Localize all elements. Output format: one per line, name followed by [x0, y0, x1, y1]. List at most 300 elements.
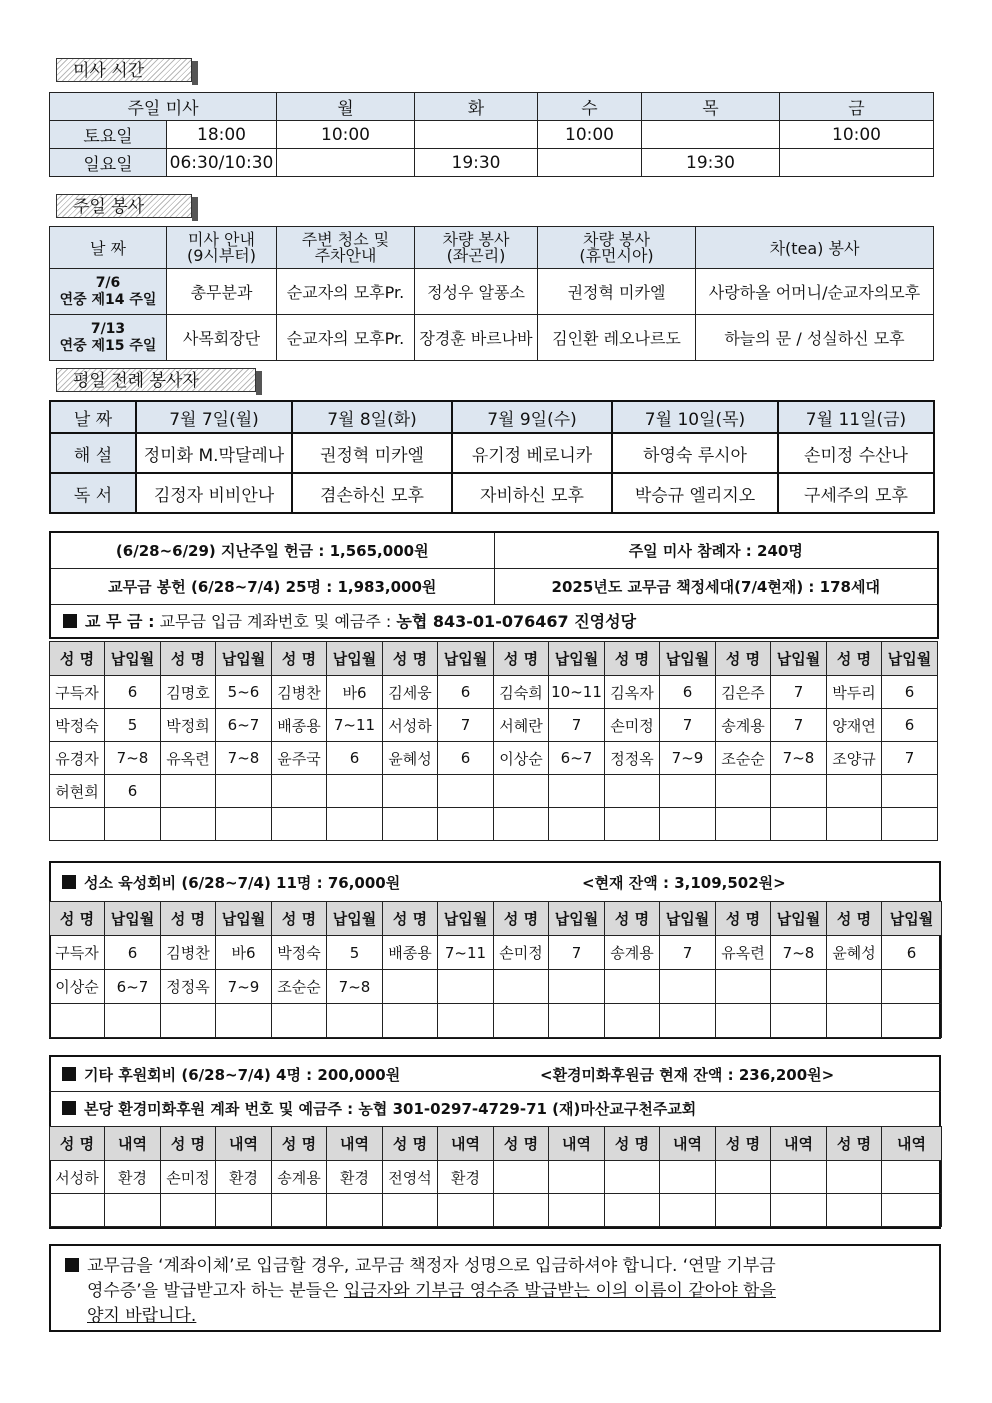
member-name: [827, 808, 882, 841]
youth-fund-title-row: [62, 872, 400, 893]
member-value: [771, 1004, 827, 1038]
header-value: 내역: [438, 1127, 494, 1161]
service-header-car2: 차량 봉사 (휴먼시아): [538, 227, 696, 269]
member-value: 7~11: [327, 709, 383, 742]
service-week: 연중 제14 주일: [59, 291, 157, 308]
member-name: [161, 775, 216, 808]
member-value: 환경: [216, 1161, 272, 1194]
weekday-cell: 겸손하신 모후: [292, 473, 452, 513]
header-name: 성 명: [272, 1127, 327, 1161]
header-value: 납입월: [216, 902, 272, 936]
member-value: [216, 1194, 272, 1227]
member-name: [827, 1194, 882, 1227]
account-label: 교 무 금 :: [85, 612, 155, 632]
table-row: [50, 676, 938, 709]
member-value: 바6: [216, 936, 272, 970]
mass-section-tag: [56, 58, 192, 82]
member-name: [494, 1004, 549, 1038]
mass-cell: 10:00: [780, 121, 934, 149]
service-header-date: 날 짜: [50, 227, 167, 269]
header-name: 성 명: [827, 902, 882, 936]
households-count: 2025년도 교무금 책정세대(7/4현재) : 178세대: [494, 568, 938, 604]
member-value: [549, 1004, 605, 1038]
mass-cell: 19:30: [415, 149, 538, 177]
member-value: [549, 775, 605, 808]
weekday-header: 7월 7일(월): [136, 401, 292, 433]
header-value: 내역: [105, 1127, 161, 1161]
member-name: [161, 1004, 216, 1038]
header-value: 납입월: [105, 902, 161, 936]
member-name: 김명호: [161, 676, 216, 709]
table-row: [50, 1194, 942, 1227]
header-value: 납입월: [327, 902, 383, 936]
service-date: 7/13: [90, 320, 126, 337]
weekday-section-tag: [56, 368, 256, 392]
member-name: [605, 1194, 660, 1227]
member-name: [827, 1004, 882, 1038]
member-value: 6~7: [216, 709, 272, 742]
youth-fund-table: [49, 901, 942, 1038]
header-name: 성 명: [605, 1127, 660, 1161]
square-bullet-icon: [63, 614, 77, 628]
youth-fund-body: [50, 902, 942, 1038]
weekday-cell: 박승규 엘리지오: [612, 473, 778, 513]
header-value: 납입월: [105, 642, 161, 676]
mass-table: [49, 92, 934, 177]
member-name: [716, 808, 771, 841]
weekday-cell: 하영숙 루시아: [612, 433, 778, 473]
other-fund-title-row: [62, 1064, 400, 1085]
member-value: [771, 970, 827, 1004]
member-value: 6: [105, 775, 161, 808]
header-value: 내역: [549, 1127, 605, 1161]
notice-text-2b: 입금자와 기부금 영수증 발급받는 이의 이름이 같아야 함을: [343, 1281, 776, 1301]
weekday-header: 7월 8일(화): [292, 401, 452, 433]
header-name: 성 명: [716, 1127, 771, 1161]
member-name: [272, 808, 327, 841]
header-value: 납입월: [549, 902, 605, 936]
service-cell: 사목회장단: [167, 315, 277, 361]
header-name: 성 명: [827, 642, 882, 676]
member-value: 7~9: [660, 742, 716, 775]
member-value: 7: [549, 936, 605, 970]
member-value: 6~7: [549, 742, 605, 775]
member-value: 7: [771, 709, 827, 742]
member-name: [716, 775, 771, 808]
service-cell: 권정혁 미카엘: [538, 269, 696, 315]
notice-box: [49, 1244, 941, 1332]
member-name: 박두리: [827, 676, 882, 709]
member-name: 서혜란: [494, 709, 549, 742]
header-value: 내역: [771, 1127, 827, 1161]
header-name: 성 명: [272, 642, 327, 676]
member-value: 7: [660, 936, 716, 970]
member-name: 윤혜성: [383, 742, 438, 775]
member-value: 6: [660, 676, 716, 709]
member-name: 송계용: [605, 936, 660, 970]
youth-fund-balance: <현재 잔액 : 3,109,502원>: [582, 874, 786, 892]
header-name: 성 명: [494, 642, 549, 676]
header-name: 성 명: [383, 902, 438, 936]
member-value: [771, 1161, 827, 1194]
member-value: [882, 1194, 942, 1227]
member-name: 서성하: [50, 1161, 105, 1194]
header-value: 납입월: [660, 642, 716, 676]
weekday-cell: 손미정 수산나: [778, 433, 934, 473]
service-cell: 하늘의 문 / 성실하신 모후: [696, 315, 934, 361]
header-name: 성 명: [716, 642, 771, 676]
member-value: 7: [660, 709, 716, 742]
notice-text-2a: 영수증’을 발급받고자 하는 분들은: [87, 1281, 344, 1301]
member-name: [827, 970, 882, 1004]
member-name: [272, 1004, 327, 1038]
header-name: 성 명: [494, 902, 549, 936]
last-week-offering: (6/28~6/29) 지난주일 헌금 : 1,565,000원: [50, 532, 494, 568]
member-value: [660, 1194, 716, 1227]
header-value: 내역: [216, 1127, 272, 1161]
member-name: 서성하: [383, 709, 438, 742]
header-name: 성 명: [272, 902, 327, 936]
member-name: [605, 775, 660, 808]
member-value: [771, 775, 827, 808]
weekday-cell: 권정혁 미카엘: [292, 433, 452, 473]
member-value: 7~11: [438, 936, 494, 970]
member-name: 정정옥: [605, 742, 660, 775]
service-cell: 사랑하올 어머니/순교자의모후: [696, 269, 934, 315]
member-name: [161, 808, 216, 841]
member-name: 유옥련: [161, 742, 216, 775]
member-name: [50, 808, 105, 841]
weekday-header: 7월 10일(목): [612, 401, 778, 433]
member-name: 김세웅: [383, 676, 438, 709]
member-value: 7~8: [105, 742, 161, 775]
member-name: 박정숙: [272, 936, 327, 970]
service-cell: 장경훈 바르나바: [415, 315, 538, 361]
member-value: 6: [438, 742, 494, 775]
member-value: [438, 1004, 494, 1038]
member-name: 윤혜성: [827, 936, 882, 970]
member-value: [660, 970, 716, 1004]
weekday-cell: 유기정 베로니카: [452, 433, 612, 473]
member-name: 조순순: [716, 742, 771, 775]
header-value: 납입월: [771, 902, 827, 936]
member-name: [605, 1004, 660, 1038]
mass-header-sunday: 주일 미사: [50, 93, 277, 121]
square-bullet-icon: [62, 875, 76, 889]
mass-section-title: 미사 시간: [73, 61, 145, 81]
member-name: [494, 970, 549, 1004]
member-name: [716, 1161, 771, 1194]
summary-table: [49, 531, 939, 639]
mass-header-fri: 금: [780, 93, 934, 121]
member-name: [494, 1161, 549, 1194]
account-number: 농협 843-01-076467 진영성당: [396, 612, 637, 632]
member-value: 10~11: [549, 676, 605, 709]
member-value: [438, 808, 494, 841]
service-cell: 김인환 레오나르도: [538, 315, 696, 361]
member-value: [660, 1004, 716, 1038]
member-name: [494, 808, 549, 841]
member-value: [327, 775, 383, 808]
mass-cell: 18:00: [167, 121, 277, 149]
notice-text-1: 교무금을 ‘계좌이체’로 입금할 경우, 교무금 책정자 성명으로 입금하셔야 합니다. ‘연말 기부금: [87, 1256, 776, 1276]
mass-cell: 06:30/10:30: [167, 149, 277, 177]
member-name: [50, 1194, 105, 1227]
table-row: [50, 936, 942, 970]
member-name: [383, 1004, 438, 1038]
member-name: 윤주국: [272, 742, 327, 775]
table-row: [50, 808, 938, 841]
service-header-guide: 미사 안내 (9시부터): [167, 227, 277, 269]
header-name: 성 명: [716, 902, 771, 936]
header-value: 납입월: [327, 642, 383, 676]
mass-header-mon: 월: [277, 93, 415, 121]
member-name: [716, 1004, 771, 1038]
member-name: 손미정: [161, 1161, 216, 1194]
member-value: [438, 775, 494, 808]
service-cell: 정성우 알퐁소: [415, 269, 538, 315]
mass-cell: [780, 149, 934, 177]
sunday-service-tag: [56, 194, 192, 218]
mass-cell: [415, 121, 538, 149]
parish-dues-summary: 교무금 봉헌 (6/28~7/4) 25명 : 1,983,000원: [50, 568, 494, 604]
member-value: 7: [438, 709, 494, 742]
member-value: 7: [549, 709, 605, 742]
weekday-cell: 구세주의 모후: [778, 473, 934, 513]
mass-day-sat: 토요일: [50, 121, 167, 149]
member-name: 유경자: [50, 742, 105, 775]
member-value: 5: [105, 709, 161, 742]
table-row: [50, 775, 938, 808]
table-row: [50, 742, 938, 775]
table-row: [50, 709, 938, 742]
service-date: 7/6: [95, 274, 121, 291]
mass-header-wed: 수: [538, 93, 642, 121]
member-value: [882, 775, 938, 808]
dues-table: [49, 641, 938, 841]
member-name: 조양규: [827, 742, 882, 775]
member-name: 양재연: [827, 709, 882, 742]
table-row: [50, 1004, 942, 1038]
member-name: 허현희: [50, 775, 105, 808]
member-value: [660, 808, 716, 841]
sunday-service-table: [49, 226, 934, 361]
member-value: 7~9: [216, 970, 272, 1004]
header-value: 내역: [882, 1127, 942, 1161]
member-value: [660, 775, 716, 808]
header-name: 성 명: [827, 1127, 882, 1161]
member-name: 배종용: [383, 936, 438, 970]
member-name: [161, 1194, 216, 1227]
member-name: [383, 775, 438, 808]
mass-header-tue: 화: [415, 93, 538, 121]
weekday-cell: 자비하신 모후: [452, 473, 612, 513]
member-value: 6: [105, 676, 161, 709]
youth-fund-title: 성소 육성회비 (6/28~7/4) 11명 : 76,000원: [84, 874, 401, 892]
member-name: [827, 775, 882, 808]
member-name: 배종용: [272, 709, 327, 742]
header-name: 성 명: [494, 1127, 549, 1161]
header-name: 성 명: [50, 1127, 105, 1161]
header-value: 납입월: [438, 902, 494, 936]
member-value: [216, 808, 272, 841]
header-name: 성 명: [605, 642, 660, 676]
member-name: 김병찬: [161, 936, 216, 970]
member-name: 송계용: [272, 1161, 327, 1194]
weekday-header: 7월 11일(금): [778, 401, 934, 433]
member-value: [216, 1004, 272, 1038]
table-row: [50, 970, 942, 1004]
divider: [49, 1091, 941, 1092]
member-name: 송계용: [716, 709, 771, 742]
member-value: [549, 970, 605, 1004]
member-value: 6: [882, 709, 938, 742]
member-value: [882, 970, 942, 1004]
member-name: 전영석: [383, 1161, 438, 1194]
member-name: 조순순: [272, 970, 327, 1004]
member-name: 김은주: [716, 676, 771, 709]
weekday-cell: 정미화 M.막달레나: [136, 433, 292, 473]
member-value: [327, 1004, 383, 1038]
header-value: 납입월: [438, 642, 494, 676]
service-date-cell: [50, 315, 167, 361]
member-value: [549, 1161, 605, 1194]
member-name: [827, 1161, 882, 1194]
square-bullet-icon: [62, 1101, 76, 1115]
header-name: 성 명: [50, 902, 105, 936]
member-value: 7~8: [771, 936, 827, 970]
member-value: 7~8: [216, 742, 272, 775]
service-cell: 총무분과: [167, 269, 277, 315]
member-name: 이상순: [50, 970, 105, 1004]
member-value: [549, 1194, 605, 1227]
service-header-clean: 주변 청소 및 주차안내: [277, 227, 415, 269]
member-value: [438, 1194, 494, 1227]
member-name: [50, 1004, 105, 1038]
member-name: 박정숙: [50, 709, 105, 742]
member-value: [771, 1194, 827, 1227]
mass-header-thu: 목: [642, 93, 780, 121]
member-value: [105, 1194, 161, 1227]
member-value: [105, 1004, 161, 1038]
notice-line-2: [65, 1279, 925, 1304]
mass-attendance: 주일 미사 참례자 : 240명: [494, 532, 938, 568]
member-name: [494, 1194, 549, 1227]
member-name: [605, 970, 660, 1004]
service-header-car1: 차량 봉사 (좌곤리): [415, 227, 538, 269]
member-name: 정정옥: [161, 970, 216, 1004]
member-value: 6: [327, 742, 383, 775]
other-fund-title: 기타 후원회비 (6/28~7/4) 4명 : 200,000원: [84, 1066, 401, 1084]
other-fund-body: [50, 1127, 942, 1227]
weekday-role: 해 설: [50, 433, 136, 473]
account-text: 교무금 입금 계좌번호 및 예금주 :: [154, 612, 397, 632]
service-cell: 순교자의 모후Pr.: [277, 315, 415, 361]
member-value: [327, 808, 383, 841]
member-name: 박정희: [161, 709, 216, 742]
service-header-tea: 차(tea) 봉사: [696, 227, 934, 269]
member-value: 7~8: [771, 742, 827, 775]
notice-line-1: [65, 1254, 925, 1279]
header-name: 성 명: [50, 642, 105, 676]
header-value: 납입월: [771, 642, 827, 676]
member-name: [272, 1194, 327, 1227]
member-value: [882, 1161, 942, 1194]
member-value: [327, 1194, 383, 1227]
header-value: 납입월: [216, 642, 272, 676]
member-value: 6~7: [105, 970, 161, 1004]
mass-cell: [277, 149, 415, 177]
member-value: [660, 1161, 716, 1194]
member-name: [716, 1194, 771, 1227]
member-name: [716, 970, 771, 1004]
mass-cell: [538, 149, 642, 177]
service-date-cell: [50, 269, 167, 315]
mass-cell: 10:00: [538, 121, 642, 149]
header-value: 납입월: [882, 902, 942, 936]
weekday-role: 독 서: [50, 473, 136, 513]
member-name: [383, 1194, 438, 1227]
member-value: 5~6: [216, 676, 272, 709]
weekday-header-date: 날 짜: [50, 401, 136, 433]
member-value: 7: [882, 742, 938, 775]
dues-body: [50, 642, 938, 841]
mass-cell: [642, 121, 780, 149]
member-value: 환경: [105, 1161, 161, 1194]
member-name: 김옥자: [605, 676, 660, 709]
header-name: 성 명: [605, 902, 660, 936]
sunday-service-title: 주일 봉사: [73, 197, 145, 217]
header-name: 성 명: [161, 1127, 216, 1161]
member-name: [383, 808, 438, 841]
member-name: [605, 808, 660, 841]
mass-cell: 10:00: [277, 121, 415, 149]
member-name: 김병찬: [272, 676, 327, 709]
mass-day-sun: 일요일: [50, 149, 167, 177]
member-value: [216, 775, 272, 808]
notice-line-3: 양지 바랍니다.: [87, 1306, 197, 1326]
header-value: 내역: [660, 1127, 716, 1161]
square-bullet-icon: [65, 1258, 79, 1272]
header-name: 성 명: [161, 902, 216, 936]
weekday-table: [49, 400, 935, 514]
member-value: [771, 808, 827, 841]
member-name: [383, 970, 438, 1004]
other-fund-balance: <환경미화후원금 현재 잔액 : 236,200원>: [540, 1066, 835, 1084]
other-fund-account: 본당 환경미화후원 계좌 번호 및 예금주 : 농협 301-0297-4729-71 (재)마산교구천주교회: [84, 1100, 697, 1118]
member-name: 유옥련: [716, 936, 771, 970]
member-value: 6: [105, 936, 161, 970]
table-row: [50, 1161, 942, 1194]
weekday-cell: 김정자 비비안나: [136, 473, 292, 513]
member-value: 6: [882, 676, 938, 709]
member-value: 환경: [438, 1161, 494, 1194]
member-name: [494, 775, 549, 808]
member-name: 손미정: [494, 936, 549, 970]
member-value: 바6: [327, 676, 383, 709]
member-value: 5: [327, 936, 383, 970]
header-value: 내역: [327, 1127, 383, 1161]
member-name: 구득자: [50, 676, 105, 709]
member-value: [438, 970, 494, 1004]
member-name: 손미정: [605, 709, 660, 742]
member-value: 6: [882, 936, 942, 970]
member-value: 환경: [327, 1161, 383, 1194]
mass-cell: 19:30: [642, 149, 780, 177]
other-fund-account-row: [62, 1098, 696, 1119]
header-name: 성 명: [383, 1127, 438, 1161]
member-name: 구득자: [50, 936, 105, 970]
